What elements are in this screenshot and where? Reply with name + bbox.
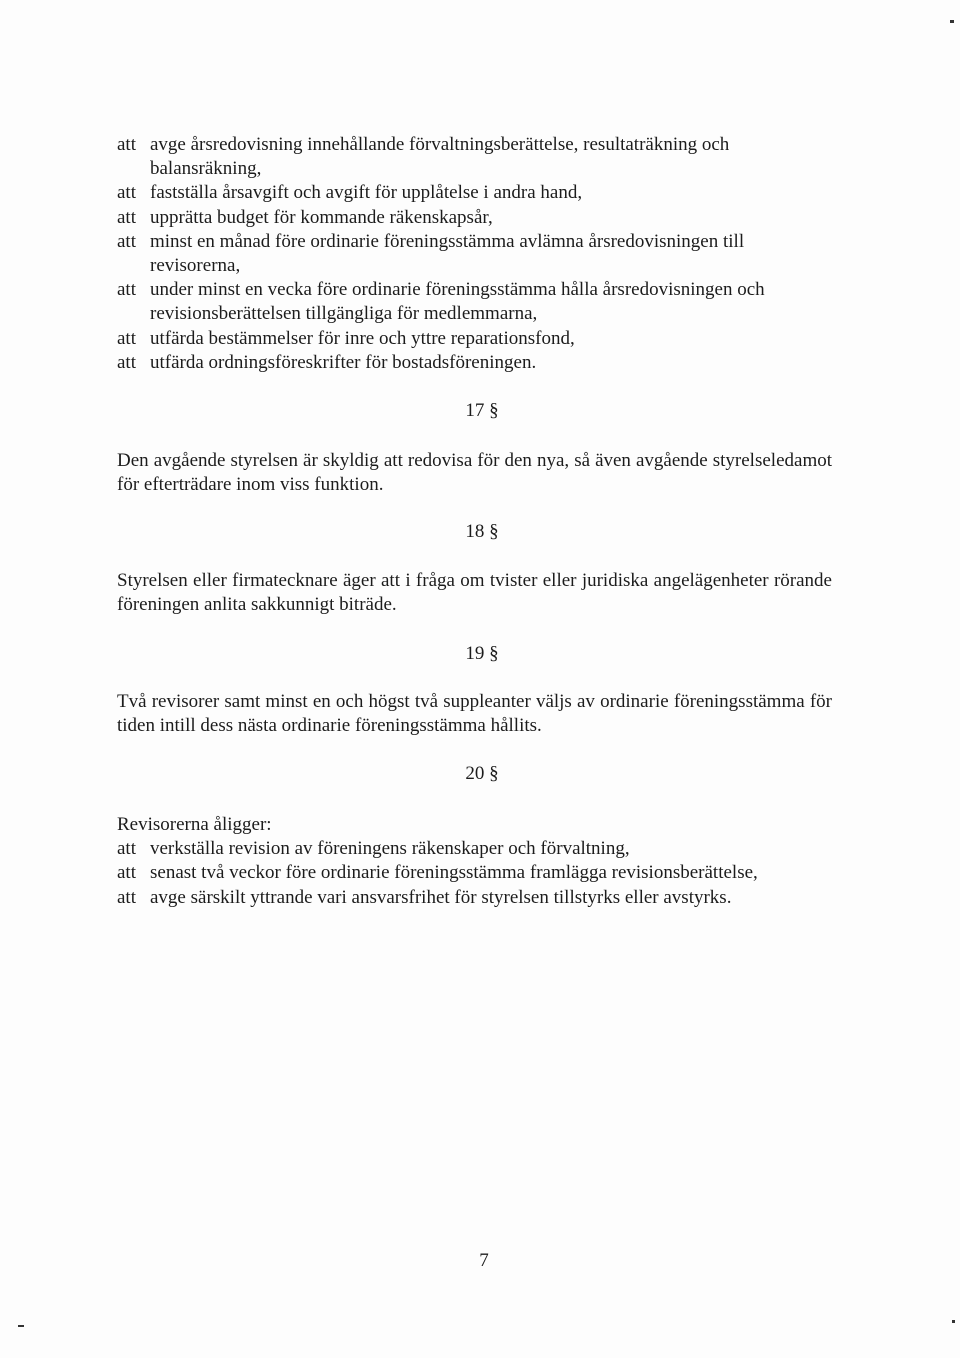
scan-artifact <box>952 1320 955 1323</box>
list-item <box>117 278 832 326</box>
list-text: avge särskilt yttrande vari ansvarsfrihet för styrelsen tillstyrks eller avstyrks. <box>150 886 732 908</box>
list-marker: att <box>117 230 136 252</box>
scan-artifact <box>950 20 954 23</box>
list-text: senast två veckor före ordinarie föreningsstämma framlägga revisionsberättelse, <box>150 862 758 884</box>
section-20-heading: 20 § <box>465 763 499 784</box>
section-17-text: Den avgående styrelsen är skyldig att redovisa för den nya, så även avgående styrelseledamot för efterträdare inom viss funktion. <box>117 450 832 496</box>
list-marker: att <box>117 886 136 908</box>
list-item <box>117 206 832 230</box>
list-item <box>117 886 832 910</box>
list-item <box>117 230 832 278</box>
section-18-heading: 18 § <box>465 521 499 542</box>
section-17-heading: 17 § <box>465 400 499 421</box>
list-text: upprätta budget för kommande räkenskapsår, <box>150 206 493 228</box>
list-text: utfärda bestämmelser för inre och yttre reparationsfond, <box>150 327 575 349</box>
list-text: minst en månad före ordinarie föreningsstämma avlämna årsredovisningen till revisorerna, <box>150 230 745 277</box>
list-text: avge årsredovisning innehållande förvaltningsberättelse, resultaträkning och balansräkning, <box>150 134 730 180</box>
list-marker: att <box>117 838 136 860</box>
list-marker: att <box>117 279 136 301</box>
list-text: under minst en vecka före ordinarie föreningsstämma hålla årsredovisningen och revisionsberättelsen tillgängliga för medlemmarna, <box>150 279 765 325</box>
list-text: fastställa årsavgift och avgift för upplåtelse i andra hand, <box>150 182 583 204</box>
duties-list <box>117 133 832 375</box>
list-item <box>117 351 832 375</box>
list-item <box>117 861 832 885</box>
list-marker: att <box>117 182 136 204</box>
section-20-body <box>117 813 832 910</box>
list-text: verkställa revision av föreningens räkenskaper och förvaltning, <box>150 838 630 860</box>
section-19-heading: 19 § <box>465 643 499 664</box>
page-number: 7 <box>479 1250 489 1271</box>
section-19-text: Två revisorer samt minst en och högst två suppleanter väljs av ordinarie föreningsstämma för tiden intill dess nästa ordinarie föreningsstämma hållits. <box>117 691 832 737</box>
list-text: utfärda ordningsföreskrifter för bostadsföreningen. <box>150 351 537 373</box>
list-item <box>117 327 832 351</box>
list-item <box>117 181 832 205</box>
list-marker: att <box>117 327 136 349</box>
list-marker: att <box>117 134 136 155</box>
list-item <box>117 837 832 861</box>
list-marker: att <box>117 351 136 373</box>
list-marker: att <box>117 206 136 228</box>
list-item <box>117 133 832 181</box>
list-marker: att <box>117 862 136 884</box>
scan-artifact <box>18 1325 24 1327</box>
section-18-text: Styrelsen eller firmatecknare äger att i fråga om tvister eller juridiska angelägenheter rörande föreningen anlita sakkunnigt biträde. <box>117 570 832 616</box>
section-20-intro: Revisorerna åligger: <box>117 814 272 835</box>
